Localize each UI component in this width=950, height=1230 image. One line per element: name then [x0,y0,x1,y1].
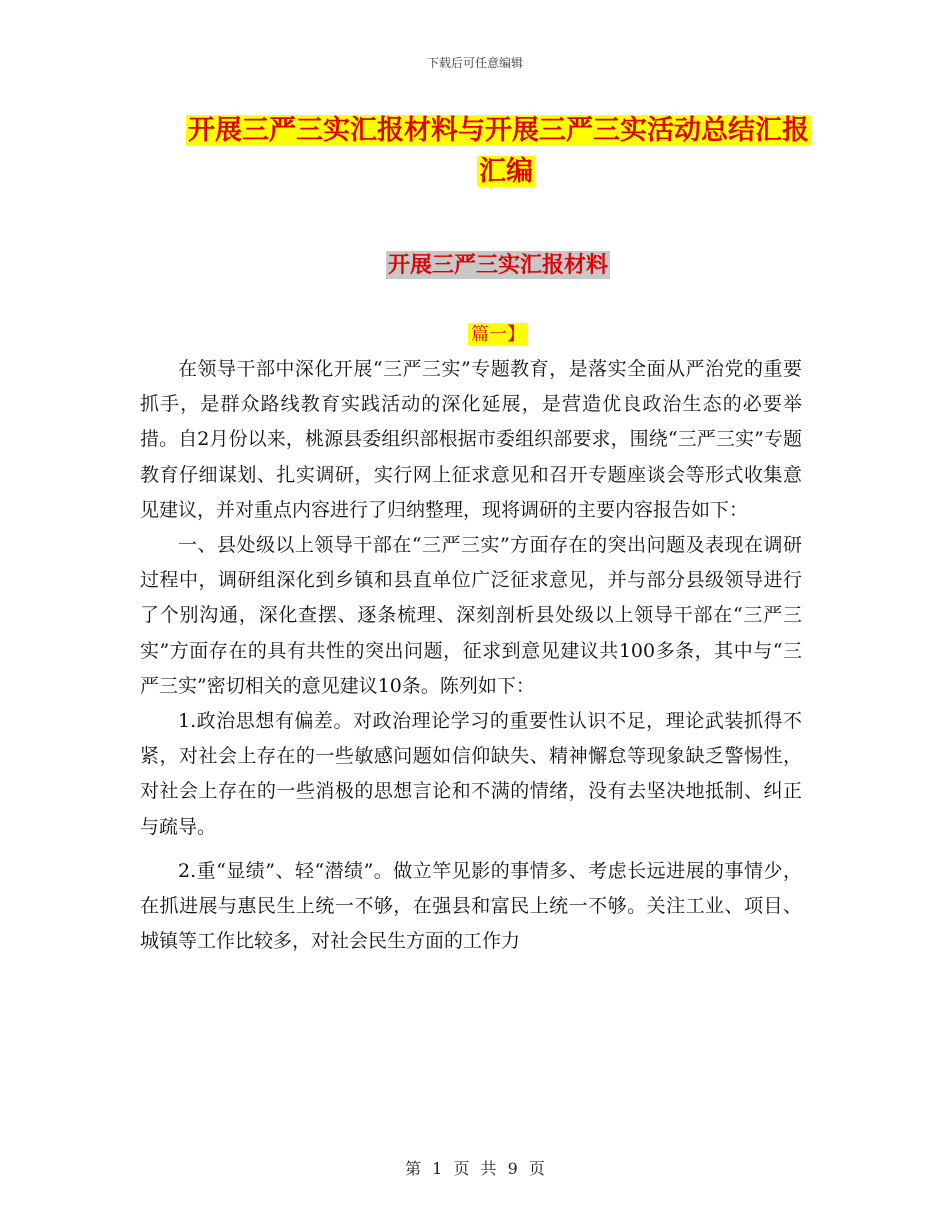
paragraph: 在领导干部中深化开展“三严三实”专题教育，是落实全面从严治党的重要抓手，是群众路线教育实践活动的深化延展，是营造优良政治生态的必要举措。自2月份以来，桃源县委组织部根据市委组织部要求，围绕“三严三实”专题教育仔细谋划、扎实调研，实行网上征求意见和召开专题座谈会等形式收集意见建议，并对重点内容进行了归纳整理，现将调研的主要内容报告如下： [140,358,802,521]
document-title-line1: 开展三严三实汇报材料与开展三严三实活动总结汇报 [188,115,809,146]
document-title-line2: 汇编 [479,156,533,187]
section-title-text: 开展三严三实汇报材料 [387,252,608,278]
part-title [0,320,950,346]
paragraph: 一、县处级以上领导干部在“三严三实”方面存在的突出问题及表现在调研过程中，调研组深化到乡镇和县直单位广泛征求意见，并与部分县级领导进行了个别沟通，深化查摆、逐条梳理、深刻剖析县处级以上领导干部在“三严三实”方面存在的具有共性的突出问题，征求到意见建议共100多条，其中与“三严三实”密切相关的意见建议10条。陈列如下： [140,534,802,697]
body-text [140,352,802,959]
document-title [186,110,826,192]
paragraph: 1.政治思想有偏差。对政治理论学习的重要性认识不足，理论武装抓得不紧，对社会上存在的一些敏感问题如信仰缺失、精神懈怠等现象缺乏警惕性，对社会上存在的一些消极的思想言论和不满的情绪，没有去坚决地抵制、纠正与疏导。 [140,710,802,838]
header-note: 下载后可任意编辑 [426,56,523,70]
section-title [0,248,950,279]
part-title-text: 篇一】 [468,323,528,346]
paragraph: 2.重“显绩”、轻“潜绩”。做立竿见影的事情多、考虑长远进展的事情少，在抓进展与惠民生上统一不够，在强县和富民上统一不够。关注工业、项目、城镇等工作比较多，对社会民生方面的工作力 [140,859,802,953]
page-number-footer: 第 1 页 共 9 页 [405,1159,545,1178]
